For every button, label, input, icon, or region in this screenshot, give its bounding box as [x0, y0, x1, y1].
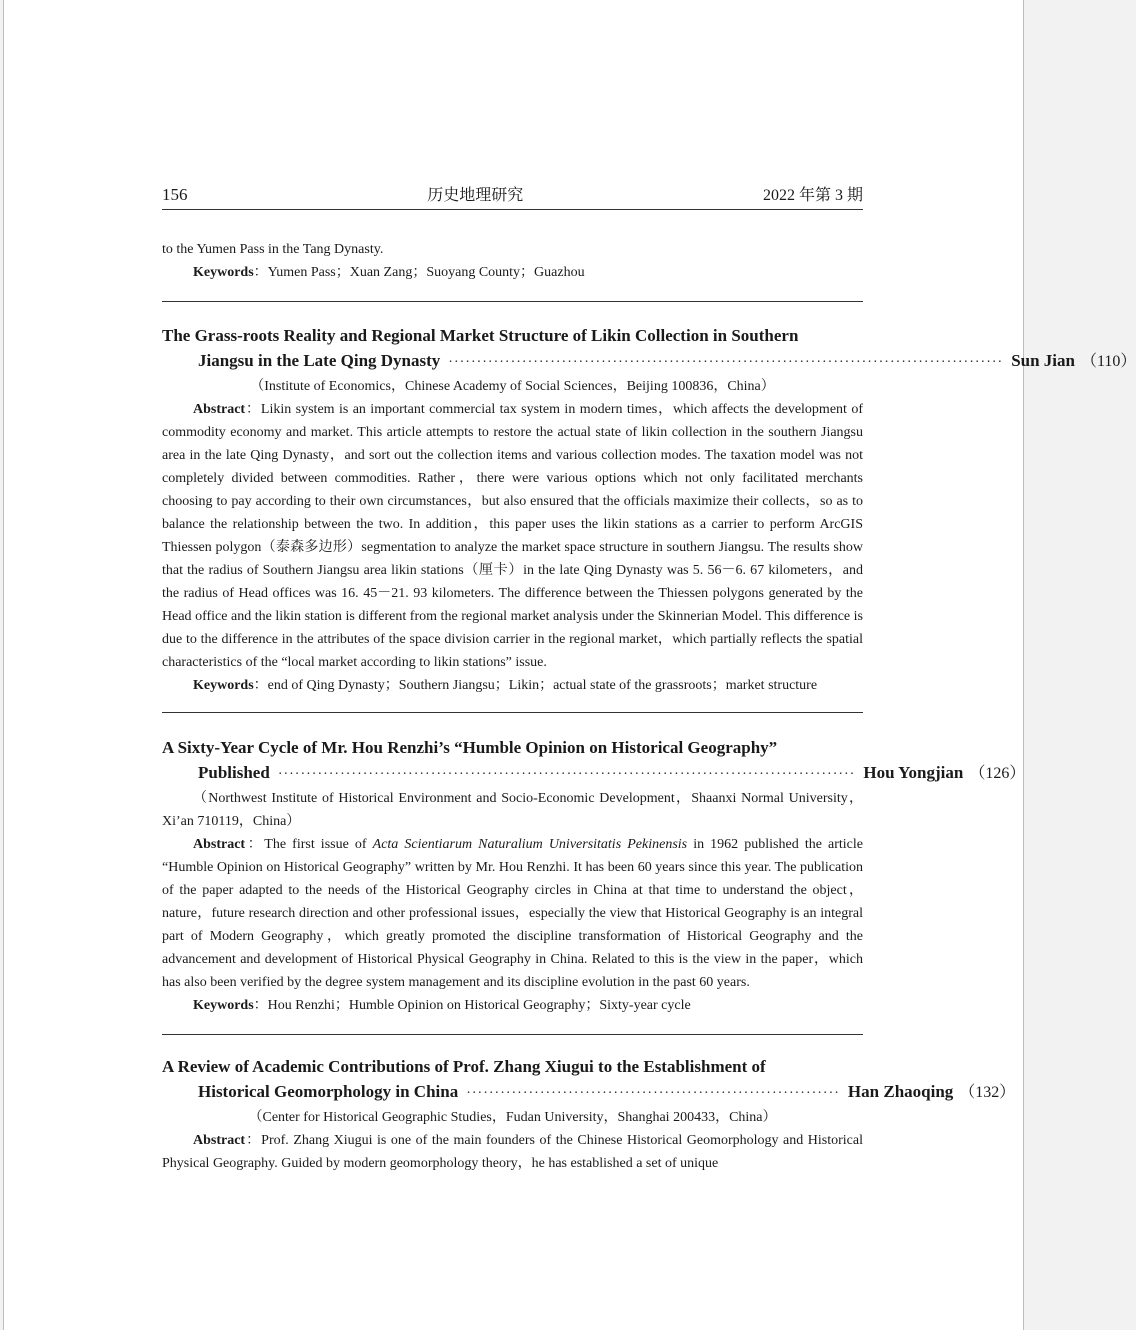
- entry-title-cont: Historical Geomorphology in China: [198, 1082, 459, 1101]
- keywords-label: Keywords: [193, 998, 254, 1013]
- entry-abstract: [162, 833, 863, 994]
- entry-author: Hou Yongjian: [863, 763, 964, 782]
- issue-label: 2022 年第 3 期: [762, 187, 863, 204]
- journal-name: 历史地理研究: [427, 187, 524, 204]
- previous-keywords: [162, 261, 863, 284]
- entry-affiliation: （Institute of Economics，Chinese Academy of Social Sciences，Beijing 100836，China）: [250, 379, 775, 394]
- entry-title-line: [162, 348, 1136, 375]
- abstract-label: Abstract: [193, 1133, 246, 1148]
- entry-title-cont: Jiangsu in the Late Qing Dynasty: [198, 351, 441, 370]
- entry-title: A Sixty-Year Cycle of Mr. Hou Renzhi’s “Humble Opinion on Historical Geography”: [162, 738, 778, 757]
- paper-page: [3, 0, 1136, 1330]
- running-head: [162, 182, 863, 210]
- entry-author: Sun Jian: [1011, 351, 1075, 370]
- entry-page-ref: （110）: [1080, 353, 1136, 370]
- abstract-text: ：Prof. Zhang Xiugui is one of the main founders of the Chinese Historical Geomorphology and Historical Physical Geography. Guided by modern geomorphology theory，he has established a set of unique: [162, 1133, 863, 1171]
- entry-title-line: [162, 1079, 1016, 1106]
- page-number: 156: [162, 185, 188, 204]
- entry-author: Han Zhaoqing: [847, 1082, 954, 1101]
- leader-dots: ··································································································: [448, 355, 1004, 370]
- entry-abstract: [162, 1129, 863, 1175]
- keywords-text: ：Yumen Pass；Xuan Zang；Suoyang County；Guazhou: [253, 265, 585, 280]
- entry-page-ref: （126）: [969, 765, 1026, 782]
- abstract-label: Abstract: [193, 837, 246, 852]
- abstract-label: Abstract: [193, 402, 246, 417]
- entry-keywords: [162, 674, 863, 697]
- leader-dots: ······································································································: [277, 767, 856, 782]
- entry-affiliation: （Center for Historical Geographic Studies，Fudan University，Shanghai 200433，China）: [248, 1110, 777, 1125]
- abstract-text-post: in 1962 published the article “Humble Opinion on Historical Geography” written by Mr. Hou Renzhi. It has been 60 years since this year. The publication of the paper adapted to the needs of the Historical Geography circles in China at that time to understand the object，nature，future research direction and other professional issues，especially the view that Historical Geography is an integral part of Modern Geography，which greatly promoted the discipline transformation of Historical Geography and the advancement and development of Historical Physical Geography in China. Related to this is the view in the paper，which has also been verified by the degree system management and its discipline evolution in the past 60 years.: [162, 837, 863, 990]
- entry-page-ref: （132）: [959, 1084, 1016, 1101]
- keywords-label: Keywords: [193, 678, 254, 693]
- entry-2: [162, 735, 1026, 1017]
- entry-abstract: [162, 398, 863, 674]
- entry-1: [162, 323, 1136, 697]
- keywords-text: ：end of Qing Dynasty；Southern Jiangsu；Likin；actual state of the grassroots；market structure: [253, 678, 818, 693]
- page-content: [162, 182, 1136, 1175]
- keywords-text: ：Hou Renzhi；Humble Opinion on Historical Geography；Sixty-year cycle: [253, 998, 691, 1013]
- keywords-label: Keywords: [193, 265, 254, 280]
- entry-title: The Grass-roots Reality and Regional Market Structure of Likin Collection in Southern: [162, 326, 799, 345]
- abstract-text-pre: ：The first issue of: [245, 837, 373, 852]
- journal-italic: Acta Scientiarum Naturalium Universitatis Pekinensis: [372, 837, 688, 852]
- entry-title-line: [162, 760, 1026, 787]
- entry-keywords: [162, 994, 863, 1017]
- entry-3: [162, 1054, 1016, 1175]
- entry-title-cont: Published: [198, 763, 270, 782]
- leader-dots: ··································································: [466, 1086, 840, 1101]
- entry-title: A Review of Academic Contributions of Prof. Zhang Xiugui to the Establishment of: [162, 1057, 766, 1076]
- entry-affiliation: （Northwest Institute of Historical Environment and Socio-Economic Development，Shaanxi Normal University，Xi’an 710119，China）: [162, 791, 863, 829]
- previous-abstract-tail: to the Yumen Pass in the Tang Dynasty.: [162, 242, 384, 257]
- abstract-text: ：Likin system is an important commercial tax system in modern times，which affects the development of commodity economy and market. This article attempts to restore the actual state of likin collection in the southern Jiangsu area in the late Qing Dynasty，and sort out the collection items and various collection modes. The taxation model was not completely divided between commodities. Rather，there were various options which not only facilitated merchants choosing to pay according to their own circumstances，but also ensured that the officials maximize their collects，so as to balance the relationship between the two. In addition，this paper uses the likin stations as a carrier to perform ArcGIS Thiessen polygon（泰森多边形）segmentation to analyze the market space structure in southern Jiangsu. The results show that the radius of Southern Jiangsu area likin stations（厘卡）in the late Qing Dynasty was 5. 56－6. 67 kilometers，and the radius of Head offices was 16. 45－21. 93 kilometers. The difference between the Thiessen polygons generated by the Head office and the likin station is different from the regional market analysis under the Skinnerian Model. This difference is due to the difference in the attributes of the space division carrier in the regional market，which partially reflects the spatial characteristics of the “local market according to likin stations” issue.: [162, 402, 863, 670]
